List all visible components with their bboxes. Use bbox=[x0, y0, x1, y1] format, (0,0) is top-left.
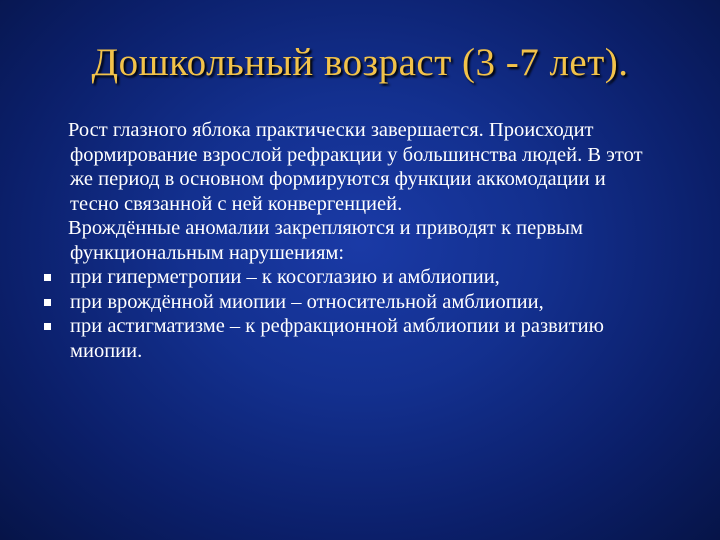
slide-body bbox=[40, 118, 650, 363]
paragraph-congenital-anomalies bbox=[40, 216, 650, 265]
bullet-item-astigmatism bbox=[40, 314, 650, 363]
square-bullet-icon bbox=[44, 299, 51, 306]
bullet-text: при гиперметропии – к косоглазию и амблиопии, bbox=[70, 266, 500, 288]
bullet-item-myopia bbox=[40, 290, 650, 315]
paragraph-text: Рост глазного яблока практически завершается. Происходит формирование взрослой рефракции у большинства людей. В этот же период в основном формируются функции аккомодации и тесно связанной с ней конвергенцией. bbox=[68, 119, 643, 215]
bullet-text: при астигматизме – к рефракционной амблиопии и развитию миопии. bbox=[70, 315, 604, 362]
square-bullet-icon bbox=[44, 323, 51, 330]
bullet-item-hypermetropia bbox=[40, 265, 650, 290]
bullet-text: при врождённой миопии – относительной амблиопии, bbox=[70, 290, 544, 313]
paragraph-eye-growth bbox=[40, 118, 650, 216]
square-bullet-icon bbox=[44, 274, 51, 281]
slide-title: Дошкольный возраст (3 -7 лет). bbox=[91, 41, 629, 84]
paragraph-text: Врождённые аномалии закрепляются и приводят к первым функциональным нарушениям: bbox=[68, 217, 583, 264]
